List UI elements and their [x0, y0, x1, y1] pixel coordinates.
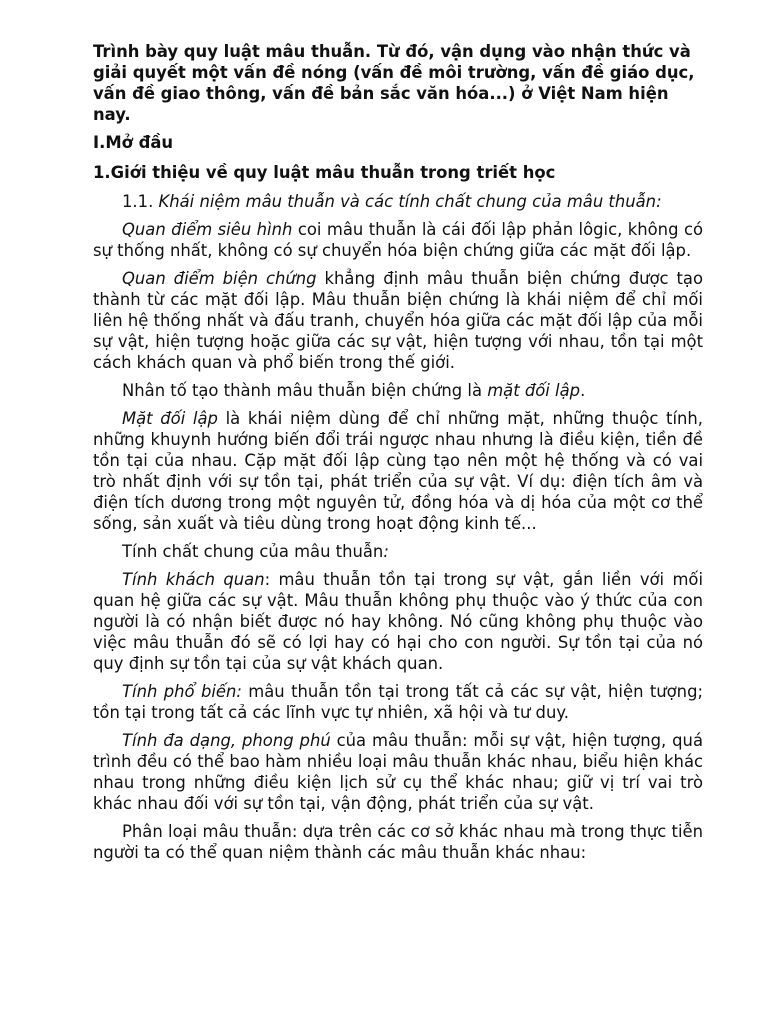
- paragraph-1-1: [93, 191, 703, 212]
- document-title: Trình bày quy luật mâu thuẫn. Từ đó, vận dụng vào nhận thức và giải quyết một vấn đề nóng (vấn đề môi trường, vấn đề giáo dục, vấn đề giao thông, vấn đề bản sắc văn hóa...) ở Việt Nam hiện nay.: [93, 42, 695, 124]
- paragraph-diversity: [93, 730, 703, 814]
- paragraph-text: khẳng định mâu thuẫn biện chứng được tạo thành từ các mặt đối lập. Mâu thuẫn biện chứng là khái niệm để chỉ mối liên hệ thống nhất và đấu tranh, chuyển hóa giữa các mặt đối lập của mỗi sự vật, hiện tượng hoặc giữa các sự vật, hiện tượng với nhau, tồn tại một cách khách quan và phổ biến trong thế giới.: [93, 269, 703, 372]
- paragraph-italic: Quan điểm biện chứng: [122, 269, 317, 288]
- paragraph-prefix: 1.1.: [122, 192, 159, 211]
- paragraph-dialectical-view: [93, 268, 703, 373]
- paragraph-italic: mặt đối lập: [487, 381, 581, 400]
- paragraph-italic: Mặt đối lập: [122, 409, 218, 428]
- heading-section-1: 1.Giới thiệu về quy luật mâu thuẫn trong triết học: [93, 163, 556, 182]
- paragraph-universality: [93, 681, 703, 723]
- paragraph-prefix: Tính chất chung của mâu thuẫn: [122, 542, 384, 561]
- paragraph-italic: Khái niệm mâu thuẫn và các tính chất chung của mâu thuẫn:: [158, 192, 662, 211]
- paragraph-common-properties: [93, 541, 703, 562]
- paragraph-text: : mâu thuẫn tồn tại trong sự vật, gắn liền với mối quan hệ giữa các sự vật. Mâu thuẫn không phụ thuộc vào ý thức của con người là có nhận biết được nó hay không. Nó cũng không phụ thuộc vào việc mâu thuẫn đó sẽ có lợi hay có hại cho con người. Sự tồn tại của nó quy định sự tồn tại của sự vật khách quan.: [93, 570, 704, 673]
- paragraph-text: của mâu thuẫn: mỗi sự vật, hiện tượng, quá trình đều có thể bao hàm nhiều loại mâu thuẫn khác nhau, biểu hiện khác nhau trong những điều kiện lịch sử cụ thể khác nhau; giữ vị trí vai trò khác nhau đối với sự tồn tại, vận động, phát triển của sự vật.: [93, 731, 703, 813]
- paragraph-italic: Tính đa dạng, phong phú: [122, 731, 331, 750]
- heading-introduction: I.Mở đầu: [93, 133, 174, 152]
- paragraph-opposites-factor: [93, 380, 703, 401]
- paragraph-metaphysical-view: [93, 219, 703, 261]
- paragraph-italic: Quan điểm siêu hình: [122, 220, 293, 239]
- paragraph-opposites-definition: [93, 408, 703, 534]
- paragraph-text: coi mâu thuẫn là cái đối lập phản lôgic, không có sự thống nhất, không có sự chuyển hóa biện chứng giữa các mặt đối lập.: [93, 220, 703, 260]
- paragraph-prefix: Nhân tố tạo thành mâu thuẫn biện chứng là: [122, 381, 488, 400]
- paragraph-italic: Tính khách quan: [122, 570, 265, 589]
- paragraph-italic: :: [383, 542, 389, 561]
- paragraph-text: .: [580, 381, 586, 400]
- paragraph-text: là khái niệm dùng để chỉ những mặt, những thuộc tính, những khuynh hướng biến đổi trái ngược nhau nhưng là điều kiện, tiền đề tồn tại của nhau. Cặp mặt đối lập cùng tạo nên một hệ thống và có vai trò nhất định với sự tồn tại, phát triển của sự vật. Ví dụ: điện tích âm và điện tích dương trong một nguyên tử, đồng hóa và dị hóa của một cơ thể sống, sản xuất và tiêu dùng trong hoạt động kinh tế...: [93, 409, 703, 533]
- paragraph-text: mâu thuẫn tồn tại trong tất cả các sự vật, hiện tượng; tồn tại trong tất cả các lĩnh vực tự nhiên, xã hội và tư duy.: [93, 682, 703, 722]
- paragraph-classification: [93, 821, 703, 863]
- paragraph-text: Phân loại mâu thuẫn: dựa trên các cơ sở khác nhau mà trong thực tiễn người ta có thể quan niệm thành các mâu thuẫn khác nhau:: [93, 822, 703, 862]
- paragraph-italic: Tính phổ biến:: [122, 682, 242, 701]
- document-page: [93, 41, 703, 870]
- paragraph-objectivity: [93, 569, 703, 674]
